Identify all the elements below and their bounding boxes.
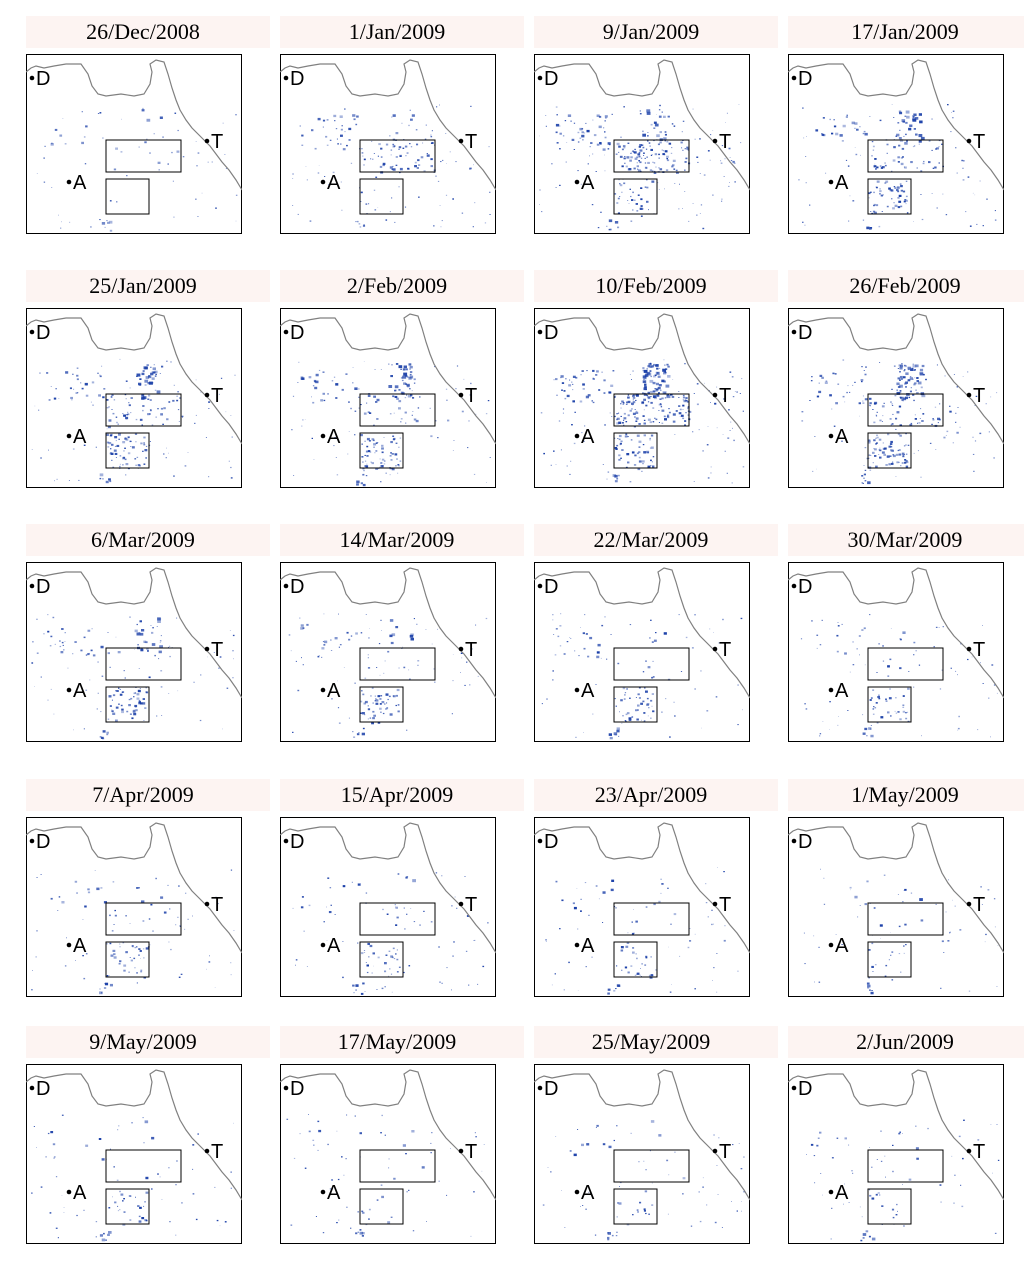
map-panel [16, 16, 270, 270]
town-marker-t-label: T [719, 894, 732, 916]
map-canvas [788, 562, 1004, 742]
town-marker-d-label: D [798, 68, 813, 90]
map-canvas [26, 308, 242, 488]
map-canvas [788, 1064, 1004, 1244]
town-marker-t-dot [205, 393, 210, 398]
town-marker-a-label: A [835, 935, 849, 957]
panel-date-label: 9/May/2009 [89, 1029, 197, 1054]
map-panel [270, 1026, 524, 1280]
town-marker-a-dot [829, 1190, 834, 1195]
panel-date-label: 10/Feb/2009 [595, 273, 707, 298]
town-marker-a-dot [321, 943, 326, 948]
town-marker-d-label: D [36, 831, 51, 853]
town-marker-a-label: A [327, 172, 341, 194]
town-marker-a-label: A [581, 935, 595, 957]
town-marker-t-label: T [211, 639, 224, 661]
flood-extent-map [26, 308, 242, 488]
panel-date-label: 26/Feb/2009 [849, 273, 961, 298]
town-marker-t-dot [713, 1149, 718, 1154]
map-canvas [534, 817, 750, 997]
town-marker-a-dot [829, 688, 834, 693]
town-marker-t-dot [967, 1149, 972, 1154]
town-marker-a-dot [321, 1190, 326, 1195]
town-marker-t-dot [713, 139, 718, 144]
flood-extent-map [534, 1064, 750, 1244]
town-marker-a-dot [67, 943, 72, 948]
map-panel [16, 1026, 270, 1280]
town-marker-t-dot [459, 393, 464, 398]
town-marker-a-label: A [327, 1182, 341, 1204]
town-marker-d-label: D [544, 322, 559, 344]
town-marker-d-dot [792, 839, 797, 844]
town-marker-t-dot [459, 902, 464, 907]
town-marker-d-dot [30, 839, 35, 844]
town-marker-d-label: D [36, 1078, 51, 1100]
town-marker-a-label: A [835, 172, 849, 194]
town-marker-t-label: T [719, 131, 732, 153]
town-marker-t-dot [713, 647, 718, 652]
town-marker-d-label: D [290, 1078, 305, 1100]
panel-date-label: 25/May/2009 [591, 1029, 711, 1054]
map-canvas [788, 54, 1004, 234]
town-marker-a-label: A [73, 935, 87, 957]
town-marker-t-label: T [719, 639, 732, 661]
map-canvas [280, 308, 496, 488]
panel-date-label: 17/Jan/2009 [851, 19, 959, 44]
town-marker-d-dot [538, 76, 543, 81]
flood-extent-map [534, 54, 750, 234]
town-marker-d-label: D [290, 576, 305, 598]
map-panel [778, 779, 1024, 1033]
town-marker-a-label: A [581, 680, 595, 702]
town-marker-a-label: A [73, 172, 87, 194]
town-marker-d-label: D [544, 576, 559, 598]
town-marker-a-dot [575, 180, 580, 185]
town-marker-t-label: T [465, 894, 478, 916]
town-marker-d-label: D [798, 831, 813, 853]
town-marker-a-dot [67, 180, 72, 185]
town-marker-d-label: D [798, 576, 813, 598]
town-marker-d-label: D [36, 576, 51, 598]
panel-date-label: 1/Jan/2009 [348, 19, 446, 44]
town-marker-t-dot [205, 139, 210, 144]
town-marker-t-label: T [211, 1141, 224, 1163]
town-marker-t-label: T [465, 385, 478, 407]
town-marker-d-label: D [544, 831, 559, 853]
town-marker-d-dot [792, 584, 797, 589]
town-marker-t-dot [713, 902, 718, 907]
flood-extent-map [26, 817, 242, 997]
map-panel [16, 779, 270, 1033]
town-marker-d-label: D [36, 322, 51, 344]
flood-extent-map [788, 562, 1004, 742]
town-marker-d-dot [792, 1086, 797, 1091]
map-canvas [280, 817, 496, 997]
panel-date-label: 26/Dec/2008 [86, 19, 200, 44]
panel-date-label: 1/May/2009 [851, 782, 959, 807]
town-marker-a-label: A [73, 1182, 87, 1204]
map-panel [524, 779, 778, 1033]
town-marker-t-dot [713, 393, 718, 398]
town-marker-d-dot [538, 584, 543, 589]
town-marker-t-dot [205, 902, 210, 907]
panel-date-label: 15/Apr/2009 [340, 782, 454, 807]
map-canvas [280, 1064, 496, 1244]
town-marker-a-dot [67, 688, 72, 693]
town-marker-a-dot [67, 1190, 72, 1195]
town-marker-d-dot [538, 330, 543, 335]
panel-date-label: 14/Mar/2009 [339, 527, 455, 552]
town-marker-t-dot [967, 393, 972, 398]
town-marker-a-label: A [327, 680, 341, 702]
map-panel [524, 270, 778, 524]
flood-extent-map [280, 308, 496, 488]
town-marker-t-dot [459, 139, 464, 144]
town-marker-d-dot [284, 76, 289, 81]
panel-date-label: 22/Mar/2009 [593, 527, 709, 552]
flood-extent-map [534, 817, 750, 997]
town-marker-a-label: A [73, 426, 87, 448]
town-marker-t-dot [205, 647, 210, 652]
town-marker-d-label: D [798, 1078, 813, 1100]
map-canvas [534, 1064, 750, 1244]
map-panel [16, 524, 270, 778]
map-canvas [26, 817, 242, 997]
town-marker-t-dot [459, 1149, 464, 1154]
flood-extent-map [788, 1064, 1004, 1244]
flood-extent-map [280, 562, 496, 742]
panel-date-label: 7/Apr/2009 [92, 782, 194, 807]
town-marker-t-dot [967, 647, 972, 652]
map-canvas [280, 54, 496, 234]
town-marker-d-label: D [290, 322, 305, 344]
town-marker-t-dot [459, 647, 464, 652]
town-marker-t-label: T [719, 385, 732, 407]
map-panel [524, 1026, 778, 1280]
town-marker-t-label: T [465, 131, 478, 153]
town-marker-d-label: D [544, 1078, 559, 1100]
town-marker-d-dot [538, 839, 543, 844]
map-panel [778, 524, 1024, 778]
panel-date-label: 17/May/2009 [337, 1029, 457, 1054]
town-marker-t-label: T [973, 894, 986, 916]
map-canvas [788, 308, 1004, 488]
town-marker-t-label: T [465, 639, 478, 661]
town-marker-t-label: T [973, 1141, 986, 1163]
map-canvas [534, 562, 750, 742]
town-marker-d-dot [792, 330, 797, 335]
town-marker-t-label: T [465, 1141, 478, 1163]
town-marker-t-label: T [719, 1141, 732, 1163]
town-marker-t-label: T [211, 131, 224, 153]
panel-date-label: 23/Apr/2009 [594, 782, 708, 807]
town-marker-t-label: T [973, 385, 986, 407]
panel-date-label: 2/Feb/2009 [346, 273, 448, 298]
map-canvas [534, 54, 750, 234]
map-panel [270, 16, 524, 270]
town-marker-d-dot [30, 584, 35, 589]
map-panel [270, 524, 524, 778]
town-marker-a-dot [575, 688, 580, 693]
town-marker-a-label: A [835, 680, 849, 702]
map-canvas [788, 817, 1004, 997]
town-marker-d-label: D [290, 831, 305, 853]
flood-extent-map [534, 308, 750, 488]
map-canvas [26, 1064, 242, 1244]
town-marker-a-dot [321, 688, 326, 693]
flood-extent-map [26, 1064, 242, 1244]
flood-extent-map [534, 562, 750, 742]
town-marker-d-dot [284, 1086, 289, 1091]
town-marker-a-label: A [327, 426, 341, 448]
flood-extent-map [26, 54, 242, 234]
map-panel [778, 270, 1024, 524]
map-canvas [26, 54, 242, 234]
flood-extent-map [280, 1064, 496, 1244]
town-marker-d-label: D [798, 322, 813, 344]
flood-extent-map [280, 54, 496, 234]
town-marker-t-label: T [211, 894, 224, 916]
panel-date-label: 2/Jun/2009 [856, 1029, 954, 1054]
town-marker-t-dot [967, 139, 972, 144]
town-marker-t-dot [967, 902, 972, 907]
town-marker-d-label: D [36, 68, 51, 90]
flood-extent-map [788, 54, 1004, 234]
town-marker-a-dot [829, 434, 834, 439]
panel-date-label: 6/Mar/2009 [91, 527, 195, 552]
town-marker-a-label: A [581, 172, 595, 194]
town-marker-a-dot [575, 434, 580, 439]
town-marker-a-dot [575, 1190, 580, 1195]
map-canvas [534, 308, 750, 488]
map-panel [524, 524, 778, 778]
panel-date-label: 9/Jan/2009 [602, 19, 700, 44]
map-panel [778, 1026, 1024, 1280]
panel-date-label: 25/Jan/2009 [89, 273, 197, 298]
map-panel [524, 16, 778, 270]
flood-extent-map [26, 562, 242, 742]
town-marker-d-dot [30, 76, 35, 81]
town-marker-t-label: T [973, 639, 986, 661]
town-marker-a-dot [67, 434, 72, 439]
town-marker-t-label: T [973, 131, 986, 153]
town-marker-d-dot [30, 1086, 35, 1091]
town-marker-a-label: A [835, 1182, 849, 1204]
town-marker-d-dot [284, 330, 289, 335]
town-marker-a-dot [829, 180, 834, 185]
town-marker-d-dot [30, 330, 35, 335]
flood-extent-map [788, 817, 1004, 997]
town-marker-d-label: D [290, 68, 305, 90]
town-marker-a-label: A [581, 426, 595, 448]
town-marker-t-dot [205, 1149, 210, 1154]
town-marker-d-label: D [544, 68, 559, 90]
map-canvas [280, 562, 496, 742]
map-panel [16, 270, 270, 524]
town-marker-a-dot [575, 943, 580, 948]
panel-date-label: 30/Mar/2009 [847, 527, 963, 552]
map-panel [270, 270, 524, 524]
town-marker-d-dot [792, 76, 797, 81]
town-marker-a-dot [321, 180, 326, 185]
map-panel [778, 16, 1024, 270]
town-marker-a-label: A [327, 935, 341, 957]
town-marker-d-dot [284, 839, 289, 844]
town-marker-a-dot [829, 943, 834, 948]
town-marker-a-dot [321, 434, 326, 439]
map-panel [270, 779, 524, 1033]
town-marker-d-dot [538, 1086, 543, 1091]
town-marker-a-label: A [581, 1182, 595, 1204]
flood-extent-map [788, 308, 1004, 488]
town-marker-t-label: T [211, 385, 224, 407]
flood-extent-map [280, 817, 496, 997]
town-marker-a-label: A [73, 680, 87, 702]
town-marker-d-dot [284, 584, 289, 589]
map-canvas [26, 562, 242, 742]
town-marker-a-label: A [835, 426, 849, 448]
